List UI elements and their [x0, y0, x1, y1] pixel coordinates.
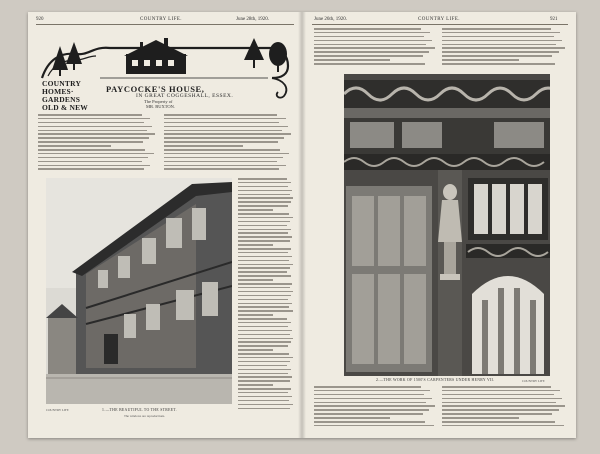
- left-head-rule: [36, 24, 294, 25]
- text-line: [238, 369, 291, 371]
- text-line: [238, 322, 291, 324]
- text-line: [38, 149, 145, 151]
- text-line: [164, 165, 286, 167]
- text-line: [238, 404, 293, 406]
- text-line: [238, 345, 288, 347]
- text-line: [238, 197, 293, 199]
- right-top-text-column-2: [442, 28, 566, 70]
- text-line: [314, 63, 425, 65]
- left-page-number: 920: [36, 17, 44, 22]
- text-line: [314, 51, 429, 53]
- text-line: [238, 349, 273, 351]
- text-line: [238, 232, 288, 234]
- text-line: [164, 122, 279, 124]
- right-page-number: 921: [550, 17, 558, 22]
- text-line: [164, 114, 277, 116]
- text-line: [238, 357, 293, 359]
- text-line: [442, 28, 551, 30]
- right-photo-caption: 2.—THE WORK OF 1500'S CARPENTERS UNDER HENRY VII.: [376, 378, 495, 382]
- text-line: [238, 248, 291, 250]
- text-line: [238, 267, 290, 269]
- text-line: [238, 373, 288, 375]
- text-line: [238, 287, 290, 289]
- text-line: [38, 168, 144, 170]
- text-line: [38, 137, 149, 139]
- text-line: [38, 157, 148, 159]
- text-line: [238, 229, 291, 231]
- text-line: [164, 118, 286, 120]
- text-line: [442, 417, 519, 419]
- text-line: [164, 145, 243, 147]
- text-line: [238, 190, 292, 192]
- text-line: [164, 130, 282, 132]
- text-line: [238, 408, 290, 410]
- masthead-line-4: OLD & NEW: [42, 103, 88, 112]
- text-line: [314, 40, 432, 42]
- right-head-rule: [312, 24, 568, 25]
- text-line: [238, 264, 293, 266]
- text-line: [38, 122, 144, 124]
- carved-interior-photo: [344, 74, 550, 376]
- text-line: [314, 55, 423, 57]
- text-line: [442, 44, 556, 46]
- text-line: [38, 130, 147, 132]
- text-line: [238, 283, 292, 285]
- text-line: [238, 388, 291, 390]
- masthead-line-3: GARDENS: [42, 95, 81, 104]
- text-line: [314, 47, 435, 49]
- text-line: [238, 306, 289, 308]
- text-line: [442, 425, 564, 427]
- text-line: [238, 221, 290, 223]
- right-bottom-text-column-1: [314, 386, 436, 432]
- text-line: [38, 153, 154, 155]
- text-line: [238, 330, 292, 332]
- text-line: [238, 182, 291, 184]
- right-running-head: COUNTRY LIFE.: [418, 17, 460, 22]
- text-line: [238, 240, 290, 242]
- text-line: [164, 149, 280, 151]
- text-line: [442, 390, 560, 392]
- text-line: [238, 314, 273, 316]
- text-line: [38, 126, 152, 128]
- text-line: [442, 63, 555, 65]
- masthead-line-2: HOMES·: [42, 87, 74, 96]
- text-line: [314, 36, 424, 38]
- text-line: [238, 338, 293, 340]
- text-line: [314, 44, 426, 46]
- text-line: [442, 47, 565, 49]
- text-line: [164, 141, 278, 143]
- text-line: [314, 394, 424, 396]
- text-line: [442, 394, 554, 396]
- text-line: [238, 310, 293, 312]
- text-line: [238, 392, 288, 394]
- text-line: [238, 244, 273, 246]
- text-line: [238, 205, 288, 207]
- article-title: PAYCOCKE'S HOUSE,: [106, 84, 205, 94]
- text-line: [238, 396, 292, 398]
- text-line: [238, 291, 293, 293]
- text-line: [238, 380, 290, 382]
- text-line: [442, 413, 552, 415]
- text-line: [238, 194, 290, 196]
- text-line: [442, 421, 555, 423]
- text-line: [238, 217, 293, 219]
- text-line: [238, 201, 291, 203]
- text-line: [442, 36, 554, 38]
- text-line: [238, 295, 291, 297]
- text-line: [442, 405, 565, 407]
- right-top-text-column-1: [314, 28, 436, 70]
- right-bottom-text-column-2: [442, 386, 566, 432]
- text-line: [314, 32, 430, 34]
- text-line: [238, 353, 289, 355]
- text-line: [38, 165, 150, 167]
- text-line: [238, 365, 287, 367]
- text-line: [442, 409, 559, 411]
- text-line: [442, 32, 560, 34]
- right-page: [302, 12, 576, 438]
- text-line: [164, 168, 279, 170]
- text-line: [314, 390, 430, 392]
- text-line: [314, 402, 426, 404]
- left-text-column-2: [164, 114, 292, 176]
- text-line: [314, 417, 390, 419]
- text-line: [164, 153, 289, 155]
- left-page: [28, 12, 302, 438]
- left-photo-caption: 1.—THE BEAUTIFUL TO THE STREET.: [102, 408, 177, 412]
- text-line: [238, 178, 287, 180]
- text-line: [238, 299, 288, 301]
- text-line: [238, 252, 288, 254]
- text-line: [314, 386, 421, 388]
- property-line: The Property of: [144, 99, 173, 104]
- text-line: [238, 209, 273, 211]
- text-line: [314, 28, 421, 30]
- text-line: [238, 318, 287, 320]
- left-running-head: COUNTRY LIFE.: [140, 17, 182, 22]
- right-page-date: June 26th, 1920.: [314, 17, 348, 22]
- text-line: [38, 141, 143, 143]
- text-line: [38, 114, 142, 116]
- text-line: [164, 126, 288, 128]
- text-line: [442, 55, 552, 57]
- text-line: [238, 279, 273, 281]
- title-ornament-block: [40, 30, 292, 112]
- text-line: [314, 421, 425, 423]
- text-line: [238, 400, 289, 402]
- left-text-column-3: [238, 178, 294, 414]
- text-line: [38, 145, 111, 147]
- text-line: [314, 398, 432, 400]
- text-line: [238, 326, 288, 328]
- text-line: [238, 213, 289, 215]
- text-line: [238, 376, 292, 378]
- text-line: [238, 256, 292, 258]
- text-line: [314, 413, 423, 415]
- left-text-column-1: [38, 114, 156, 176]
- masthead-line-1: COUNTRY: [42, 79, 82, 88]
- text-line: [38, 118, 150, 120]
- text-line: [314, 425, 434, 427]
- text-line: [164, 133, 291, 135]
- text-line: [238, 271, 287, 273]
- text-line: [238, 303, 292, 305]
- text-line: [442, 51, 559, 53]
- text-line: [314, 59, 390, 61]
- text-line: [238, 236, 292, 238]
- street-facade-photo: [46, 178, 232, 404]
- text-line: [238, 341, 291, 343]
- magazine-spread: [28, 12, 576, 438]
- text-line: [238, 275, 291, 277]
- text-line: [442, 59, 519, 61]
- left-photo-credit: COUNTRY LIFE: [46, 408, 69, 412]
- text-line: [238, 186, 288, 188]
- owner-name: MR. BUXTON.: [146, 104, 176, 109]
- article-subtitle: IN GREAT COGGESHALL, ESSEX.: [136, 93, 234, 99]
- text-line: [238, 334, 290, 336]
- text-line: [442, 398, 562, 400]
- text-line: [164, 161, 277, 163]
- left-photo-subcaption: The windows are reproductions.: [124, 414, 166, 418]
- text-line: [238, 225, 287, 227]
- text-line: [442, 402, 556, 404]
- text-line: [164, 157, 283, 159]
- right-photo-credit: COUNTRY LIFE: [522, 379, 545, 383]
- text-line: [164, 137, 284, 139]
- text-line: [238, 384, 273, 386]
- left-page-date: June 28th, 1920.: [236, 17, 270, 22]
- text-line: [442, 386, 551, 388]
- text-line: [38, 133, 155, 135]
- text-line: [442, 40, 562, 42]
- text-line: [314, 409, 429, 411]
- text-line: [238, 361, 290, 363]
- text-line: [238, 260, 289, 262]
- text-line: [314, 405, 435, 407]
- country-homes-masthead: [42, 80, 90, 112]
- text-line: [38, 161, 142, 163]
